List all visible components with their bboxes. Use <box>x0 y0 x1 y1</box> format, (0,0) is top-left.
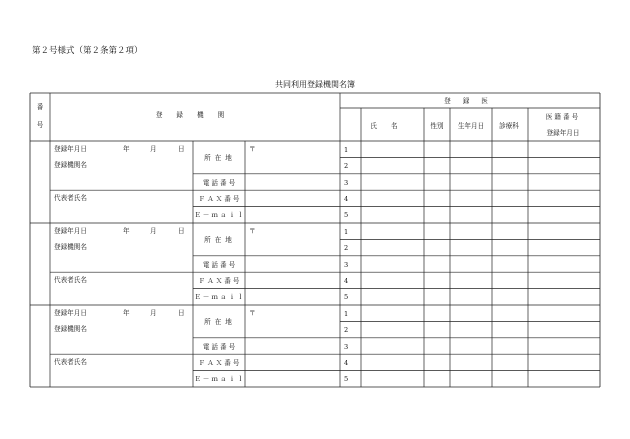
header-number-bottom: 号 <box>36 121 44 129</box>
header-number-top: 番 <box>36 103 44 111</box>
entry-phone-label: 電話番号 <box>202 343 238 351</box>
row-number: 1 <box>344 228 349 236</box>
row-number: 2 <box>344 244 349 252</box>
row-number: 2 <box>344 162 349 170</box>
entry-registration-date-label: 登録年月日 <box>54 145 87 153</box>
entry-postal-mark: 〒 <box>249 309 256 317</box>
header-registry-date: 登録年月日 <box>546 129 580 137</box>
row-number: 3 <box>344 343 349 351</box>
header-registry-number: 医籍番号 <box>545 113 581 121</box>
entry-year-label: 年 <box>123 145 130 153</box>
row-number: 4 <box>344 277 349 285</box>
row-number: 3 <box>344 261 349 269</box>
entry-day-label: 日 <box>178 227 185 235</box>
entry-institution-name-label: 登録機関名 <box>54 161 87 169</box>
entry-month-label: 月 <box>150 227 157 235</box>
entry-month-label: 月 <box>150 309 157 317</box>
entry-email-label: Ｅ－ｍａｉｌ <box>194 293 246 301</box>
form-number: 第２号様式（第２条第２項） <box>32 46 143 56</box>
document-title: 共同利用登録機関名簿 <box>275 80 355 89</box>
header-specialty: 診療科 <box>499 122 519 130</box>
entry-phone-label: 電話番号 <box>202 261 238 269</box>
row-number: 5 <box>344 375 349 383</box>
row-number: 1 <box>344 310 349 318</box>
entry-registration-date-label: 登録年月日 <box>54 227 87 235</box>
header-sex: 性別 <box>430 122 444 130</box>
entry-institution-name-label: 登録機関名 <box>54 243 87 251</box>
entry-registration-date-label: 登録年月日 <box>54 309 87 317</box>
entry-day-label: 日 <box>178 145 185 153</box>
entry-representative-label: 代表者氏名 <box>54 194 87 202</box>
header-birth-date: 生年月日 <box>457 122 485 130</box>
header-registered-physician: 登録医 <box>444 97 500 105</box>
row-number: 4 <box>344 359 349 367</box>
entry-email-label: Ｅ－ｍａｉｌ <box>194 375 246 383</box>
row-number: 1 <box>344 146 349 154</box>
entry-fax-label: ＦＡＸ番号 <box>198 359 242 367</box>
entry-institution-name-label: 登録機関名 <box>54 325 87 333</box>
entry-year-label: 年 <box>123 309 130 317</box>
header-institution: 登録機関 <box>155 111 239 119</box>
entry-address-label: 所在地 <box>204 236 236 244</box>
row-number: 3 <box>344 179 349 187</box>
entry-address-label: 所在地 <box>204 318 236 326</box>
row-number: 5 <box>344 293 349 301</box>
row-number: 2 <box>344 326 349 334</box>
entry-email-label: Ｅ－ｍａｉｌ <box>194 211 246 219</box>
header-name: 氏名 <box>370 122 412 130</box>
entry-fax-label: ＦＡＸ番号 <box>198 195 242 203</box>
entry-representative-label: 代表者氏名 <box>54 358 87 366</box>
entry-phone-label: 電話番号 <box>202 179 238 187</box>
entry-address-label: 所在地 <box>204 154 236 162</box>
entry-year-label: 年 <box>123 227 130 235</box>
row-number: 4 <box>344 195 349 203</box>
entry-day-label: 日 <box>178 309 185 317</box>
entry-postal-mark: 〒 <box>249 227 256 235</box>
entry-representative-label: 代表者氏名 <box>54 276 87 284</box>
entry-postal-mark: 〒 <box>249 145 256 153</box>
entry-month-label: 月 <box>150 145 157 153</box>
row-number: 5 <box>344 211 349 219</box>
entry-fax-label: ＦＡＸ番号 <box>198 277 242 285</box>
